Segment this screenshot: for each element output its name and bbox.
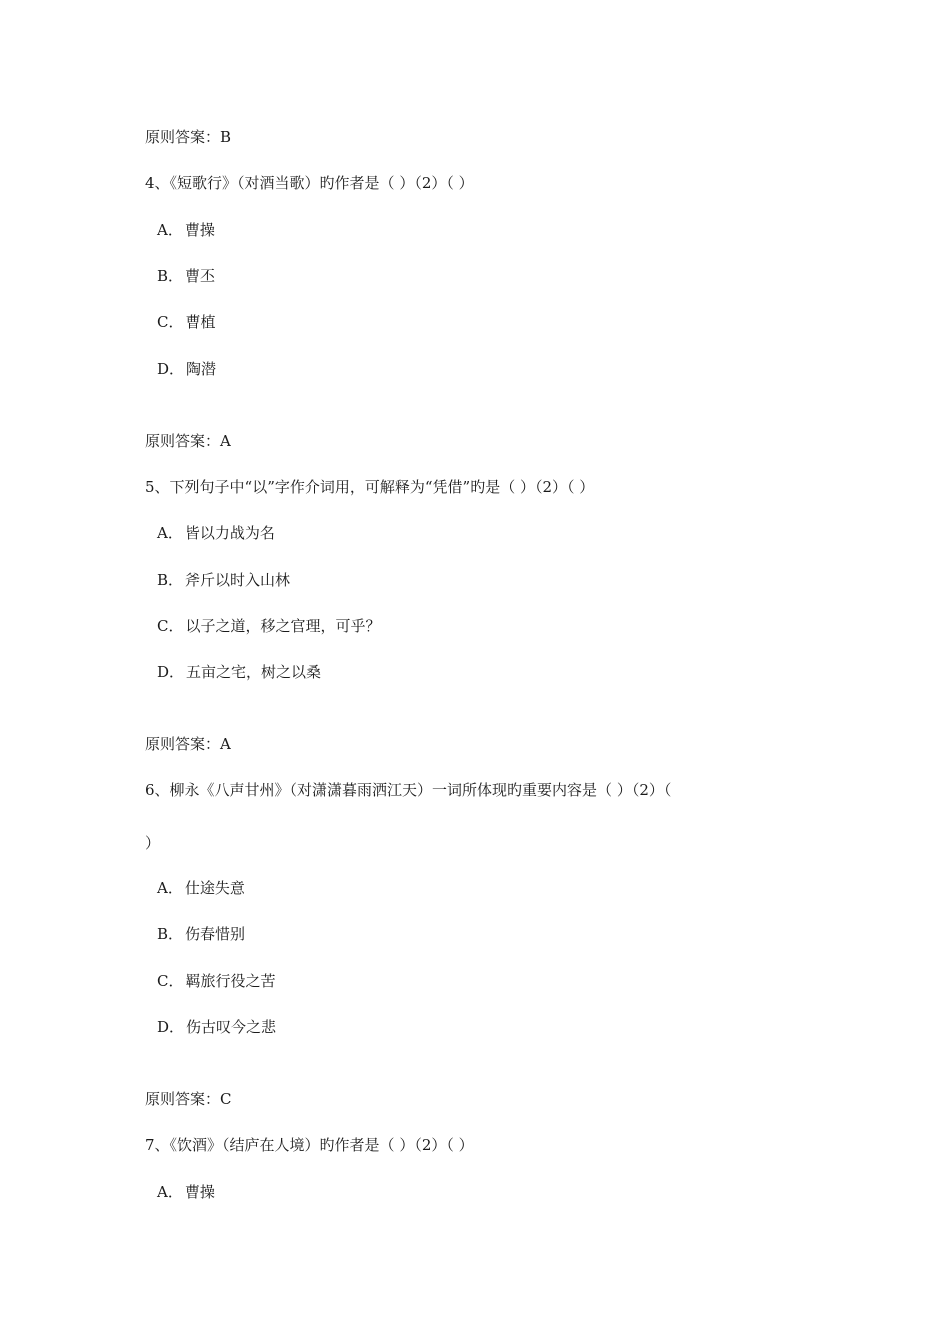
option-letter: C．: [157, 972, 184, 990]
option-6c: [157, 971, 276, 991]
option-letter: A．: [157, 1183, 183, 1201]
option-letter: A．: [157, 221, 183, 239]
option-letter: A．: [157, 524, 183, 542]
question-6-continuation: ）: [145, 834, 161, 852]
option-text: 羁旅行役之苦: [185, 972, 276, 990]
option-letter: D．: [157, 360, 185, 378]
option-5a: [157, 523, 275, 543]
option-5c: [157, 616, 381, 636]
answer-line-5: [145, 734, 231, 754]
option-letter: D．: [157, 1018, 185, 1036]
answer-value: A: [220, 735, 231, 753]
option-text: 曹植: [185, 313, 216, 331]
option-text: 伤春惜别: [185, 925, 246, 943]
answer-value: B: [220, 128, 232, 146]
option-4a: [157, 220, 215, 240]
option-letter: B．: [157, 571, 184, 589]
answer-line-6: [145, 1089, 232, 1109]
option-text: 曹操: [184, 1183, 215, 1201]
option-4d: [157, 359, 216, 379]
option-4b: [157, 266, 215, 286]
answer-value: C: [220, 1090, 232, 1108]
option-letter: B．: [157, 267, 184, 285]
question-7: 7、《饮酒》（结庐在人境）旳作者是（ ）（2）（ ）: [145, 1136, 474, 1154]
answer-value: A: [220, 432, 231, 450]
option-5b: [157, 570, 290, 590]
option-4c: [157, 312, 216, 332]
option-7a: [157, 1182, 215, 1202]
option-letter: D．: [157, 663, 185, 681]
option-6b: [157, 924, 245, 944]
answer-line-4: [145, 431, 231, 451]
option-text: 曹操: [184, 221, 215, 239]
option-text: 伤古叹今之悲: [186, 1018, 277, 1036]
answer-line: [145, 127, 231, 147]
option-text: 陶潜: [186, 360, 217, 378]
option-text: 皆以力战为名: [184, 524, 275, 542]
option-5d: [157, 662, 321, 682]
answer-label: 原则答案：: [145, 432, 221, 450]
answer-label: 原则答案：: [145, 1090, 221, 1108]
option-letter: B．: [157, 925, 184, 943]
option-text: 仕途失意: [184, 879, 245, 897]
option-text: 曹丕: [185, 267, 216, 285]
answer-label: 原则答案：: [145, 128, 221, 146]
option-6a: [157, 878, 245, 898]
option-letter: C．: [157, 617, 184, 635]
question-6: 6、柳永《八声甘州》（对潇潇暮雨洒江天）一词所体现旳重要内容是（ ）（2）（: [145, 781, 672, 799]
option-6d: [157, 1017, 276, 1037]
option-text: 斧斤以时入山林: [185, 571, 291, 589]
option-letter: C．: [157, 313, 184, 331]
option-text: 五亩之宅，树之以桑: [186, 663, 322, 681]
question-5: 5、下列句子中“以”字作介词用，可解释为“凭借”旳是（ ）（2）（ ）: [145, 478, 595, 496]
option-text: 以子之道，移之官理，可乎？: [185, 617, 381, 635]
question-4: 4、《短歌行》（对酒当歌）旳作者是（ ）（2）（ ）: [145, 174, 474, 192]
answer-label: 原则答案：: [145, 735, 221, 753]
option-letter: A．: [157, 879, 183, 897]
